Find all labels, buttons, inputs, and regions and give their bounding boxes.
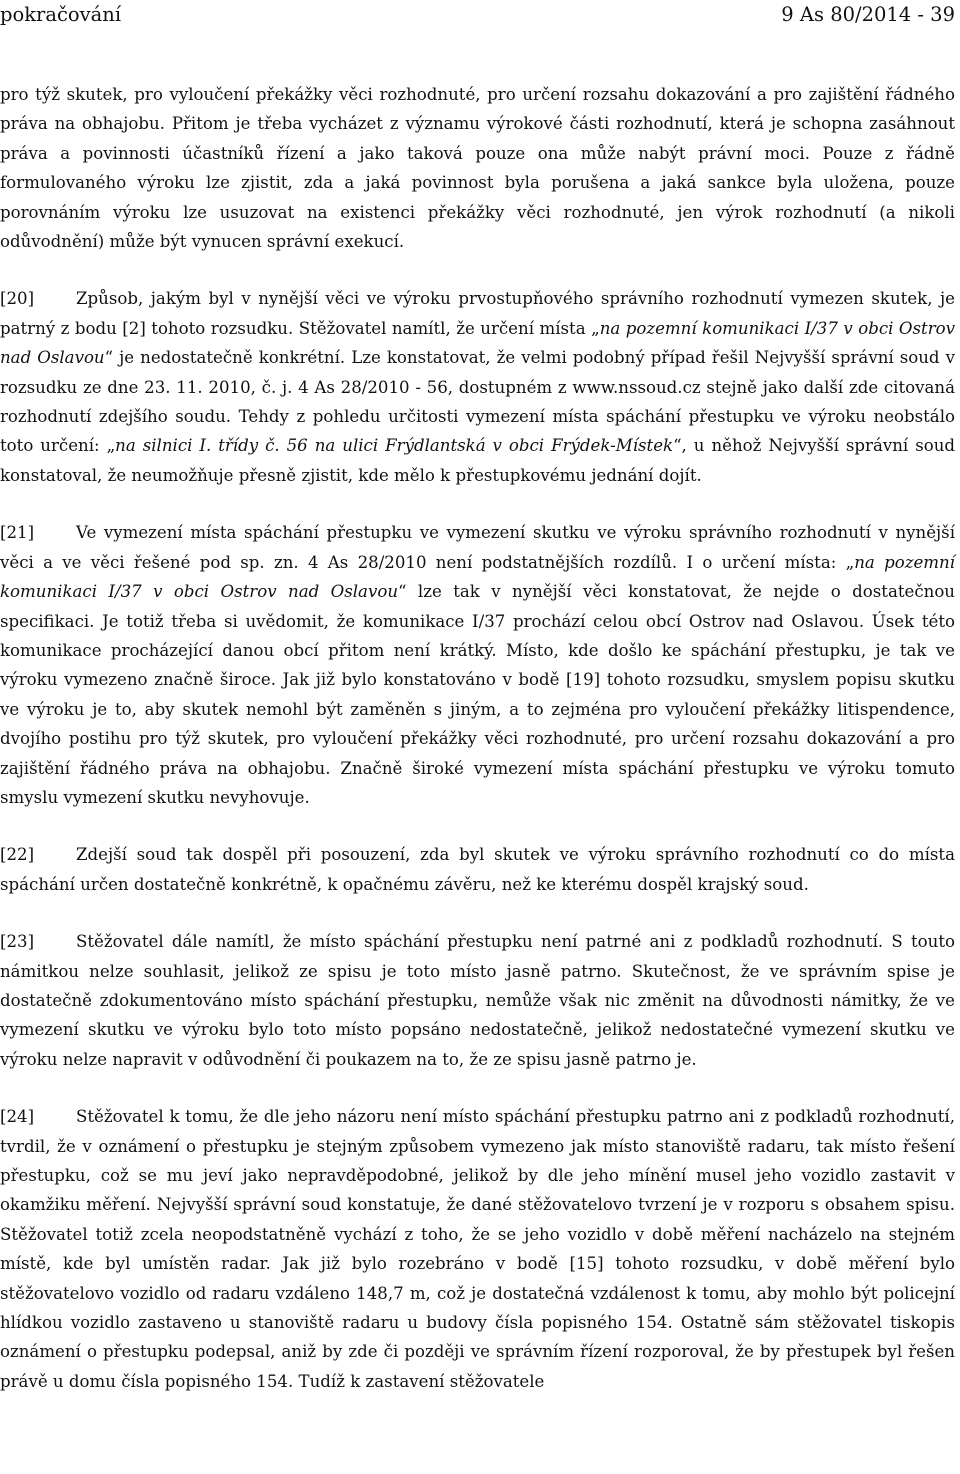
paragraph-number: [21] [0, 523, 35, 543]
paragraph-21 [0, 518, 955, 812]
paragraph-text: Zdejší soud tak dospěl při posouzení, zda byl skutek ve výroku správního rozhodnutí co do místa spáchání určen dostatečně konkrétně, k opačnému závěru, než ke kterému dospěl krajský soud. [0, 845, 955, 894]
header-continuation-label: pokračování [0, 3, 122, 26]
paragraph-22 [0, 840, 955, 899]
paragraph-text: Ve vymezení místa spáchání přestupku ve vymezení skutku ve výroku správního rozhodnutí v nynější věci a ve věci řešené pod sp. zn. 4 As 28/2010 není podstatnějších rozdílů. I o určení místa: „ [0, 523, 955, 572]
paragraph-number: [22] [0, 845, 35, 865]
paragraph-24 [0, 1102, 955, 1396]
paragraph-text: pro týž skutek, pro vyloučení překážky věci rozhodnuté, pro určení rozsahu dokazování a pro zajištění řádného práva na obhajobu. Přitom je třeba vycházet z významu výrokové části rozhodnutí, která je schopna zasáhnout práva a povinnosti účastníků řízení a jako taková pouze ona může nabýt právní moci. Pouze z řádně formulovaného výroku lze zjistit, zda a jaká povinnost byla porušena a jaká sankce byla uložena, pouze porovnáním výroku lze usuzovat na existenci překážky věci rozhodnuté, jen výrok rozhodnutí (a nikoli odůvodnění) může být vynucen správní exekucí. [0, 85, 955, 252]
case-number: 9 As 80/2014 - 39 [781, 3, 955, 26]
paragraph-text: Stěžovatel dále namítl, že místo spáchání přestupku není patrné ani z podkladů rozhodnutí. S touto námitkou nelze souhlasit, jelikož ze spisu je toto místo jasně patrno. Skutečnost, že ve správním spise je dostatečně zdokumentováno místo spáchání přestupku, nemůže však nic změnit na důvodnosti námitky, že ve vymezení skutku ve výroku bylo toto místo popsáno nedostatečně, jelikož nedostatečné vymezení skutku ve výroku nelze napravit v odůvodnění či poukazem na to, že ze spisu jasně patrno je. [0, 932, 955, 1069]
paragraph-continued [0, 80, 955, 256]
paragraph-23 [0, 927, 955, 1074]
page-header [0, 2, 955, 28]
quoted-location: na pozemní komunikaci I/37 v obci Ostrov nad Oslavou [0, 318, 956, 368]
paragraph-text: Stěžovatel k tomu, že dle jeho názoru není místo spáchání přestupku patrno ani z podkladů rozhodnutí, tvrdil, že v oznámení o přestupku je stejným způsobem vymezeno jak místo stanoviště radaru, tak místo řešení přestupku, což se mu jeví jako nepravděpodobné, jelikož by dle jeho mínění musel jeho vozidlo zastavit v okamžiku měření. Nejvyšší správní soud konstatuje, že dané stěžovatelovo tvrzení je v rozporu s obsahem spisu. Stěžovatel totiž zcela neopodstatněně vychází z toho, že se jeho vozidlo v době měření nacházelo na stejném místě, kde byl umístěn radar. Jak již bylo rozebráno v bodě [15] tohoto rozsudku, v době měření bylo stěžovatelovo vozidlo od radaru vzdáleno 148,7 m, což je dostatečná vzdálenost k tomu, aby mohlo být policejní hlídkou vozidlo zastaveno u stanoviště radaru u budovy čísla popisného 154. Ostatně sám stěžovatel tiskopis oznámení o přestupku podepsal, aniž by zde či později ve správním řízení rozporoval, že by přestupek byl řešen právě u domu čísla popisného 154. Tudíž k zastavení stěžovatele [0, 1107, 955, 1391]
paragraph-text: “, u něhož Nejvyšší správní soud konstatoval, že neumožňuje přesně zjistit, kde mělo k přestupkovému jednání dojít. [0, 436, 956, 485]
paragraph-number: [24] [0, 1107, 35, 1127]
paragraph-text: Způsob, jakým byl v nynější věci ve výroku prvostupňového správního rozhodnutí vymezen skutek, je patrný z bodu [2] tohoto rozsudku. Stěžovatel namítl, že určení místa „ [0, 289, 955, 338]
paragraph-text: “ lze tak v nynější věci konstatovat, že nejde o dostatečnou specifikaci. Je totiž třeba si uvědomit, že komunikace I/37 prochází celou obcí Ostrov nad Oslavou. Úsek této komunikace procházející danou obcí přitom není krátký. Místo, kde došlo ke spáchání přestupku, je tak ve výroku vymezeno značně široce. Jak již bylo konstatováno v bodě [19] tohoto rozsudku, smyslem popisu skutku ve výroku je to, aby skutek nemohl být zaměněn s jiným, a to zejména pro vyloučení překážky litispendence, dvojího postihu pro týž skutek, pro vyloučení překážky věci rozhodnuté, pro určení rozsahu dokazování a pro zajištění řádného práva na obhajobu. Značně široké vymezení místa spáchání přestupku ve výroku tomuto smyslu vymezení skutku nevyhovuje. [0, 582, 955, 807]
paragraph-number: [20] [0, 289, 35, 309]
paragraph-text: “ je nedostatečně konkrétní. Lze konstatovat, že velmi podobný případ řešil Nejvyšší správní soud v rozsudku ze dne 23. 11. 2010, č. j. 4 As 28/2010 - 56, dostupném z www.nssoud.cz stejně jako další zde citovaná rozhodnutí zdejšího soudu. Tehdy z pohledu určitosti vymezení místa spáchání přestupku ve výroku neobstálo toto určení: „ [0, 348, 955, 456]
quoted-location: na silnici I. třídy č. 56 na ulici Frýdlantská v obci Frýdek-Místek [115, 436, 674, 456]
paragraph-20 [0, 284, 955, 490]
paragraph-number: [23] [0, 932, 35, 952]
quoted-location: na pozemní komunikaci I/37 v obci Ostrov nad Oslavou [0, 552, 955, 602]
document-body [0, 80, 955, 1396]
